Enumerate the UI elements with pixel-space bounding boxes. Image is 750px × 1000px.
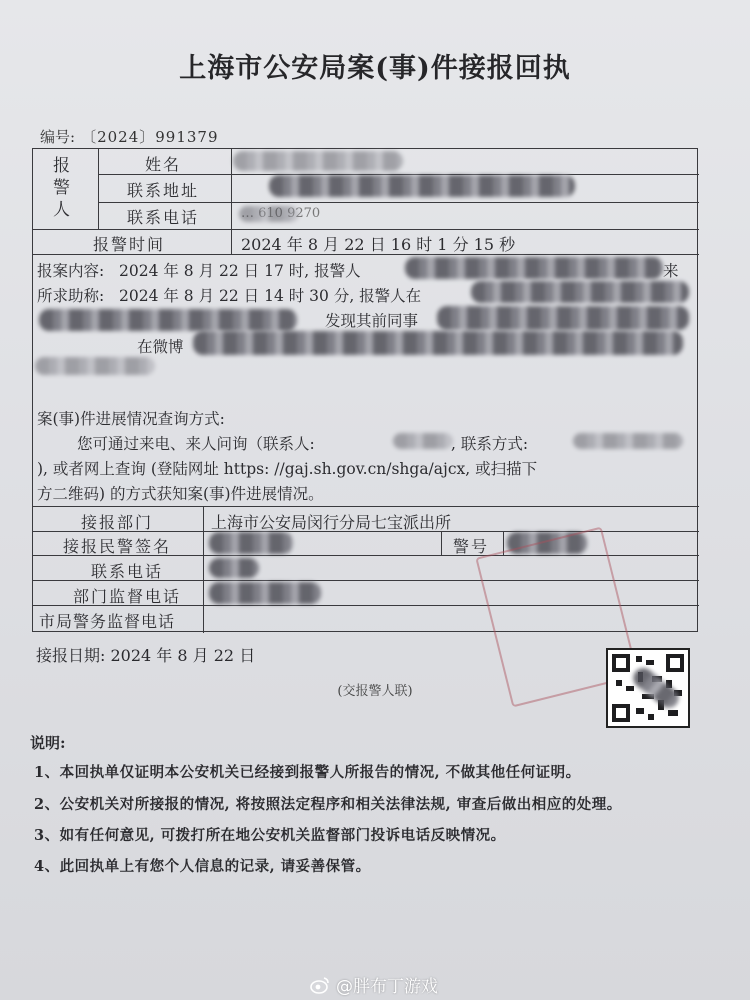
redacted-content-3b	[437, 306, 689, 330]
progress-line1b: , 联系方式:	[451, 435, 529, 453]
contact-phone-label: 联系电话	[91, 562, 164, 581]
redacted-supervision	[209, 582, 321, 604]
watermark-text: @胖布丁游戏	[336, 977, 438, 997]
watermark	[310, 972, 438, 997]
document-title: 上海市公安局案(事)件接报回执	[179, 53, 571, 84]
badge-label: 警号	[453, 537, 490, 556]
report-content-line1: 2024 年 8 月 22 日 17 时, 报警人	[119, 262, 361, 280]
report-content-line1-tail: 来	[663, 262, 679, 280]
officer-label: 接报民警签名	[63, 537, 172, 556]
redacted-signature	[209, 532, 293, 554]
report-time-value: 2024 年 8 月 22 日 16 时 1 分 15 秒	[241, 235, 516, 254]
progress-heading: 案(事)件进展情况查询方式:	[37, 410, 225, 428]
redacted-address	[269, 175, 575, 197]
serial-label: 编号:	[40, 128, 76, 146]
serial-value: 〔2024〕991379	[81, 128, 219, 146]
phone-label: 联系电话	[127, 208, 200, 227]
weibo-icon	[310, 976, 330, 994]
supervision-label: 部门监督电话	[73, 587, 182, 606]
redacted-content-1	[405, 257, 663, 279]
report-time-label: 报警时间	[93, 235, 166, 254]
redacted-contact-phone	[573, 433, 683, 449]
reporter-group-label	[53, 155, 70, 221]
receipt-date-label: 接报日期:	[36, 646, 106, 665]
notes-heading: 说明:	[30, 734, 66, 752]
city-supervision-label: 市局警务监督电话	[39, 612, 176, 631]
note-item-1: 1、本回执单仅证明本公安机关已经接到报警人所报告的情况, 不做其他任何证明。	[34, 764, 581, 781]
progress-line2: ), 或者网上查询 (登陆网址 https: //gaj.sh.gov.cn/shga/ajcx, 或扫描下	[37, 460, 538, 478]
qr-code[interactable]	[606, 648, 690, 728]
note-item-3: 3、如有任何意见, 可拨打所在地公安机关监督部门投诉电话反映情况。	[34, 827, 506, 844]
address-label: 联系地址	[127, 181, 200, 200]
report-content-label: 报案内容:	[37, 262, 105, 280]
copy-note: (交报警人联)	[337, 684, 413, 699]
redacted-content-5	[35, 357, 155, 375]
redacted-contact	[209, 558, 259, 578]
dept-value: 上海市公安局闵行分局七宝派出所	[211, 513, 452, 532]
redacted-name	[233, 151, 403, 171]
dept-label: 接报部门	[81, 513, 154, 532]
redacted-phone	[239, 206, 299, 222]
progress-line1a: 您可通过来电、来人问询（联系人:	[77, 435, 315, 453]
report-content-line2: 2024 年 8 月 22 日 14 时 30 分, 报警人在	[119, 287, 422, 305]
receipt-date-value: 2024 年 8 月 22 日	[110, 646, 256, 665]
note-item-2: 2、公安机关对所接报的情况, 将按照法定程序和相关法律法规, 审查后做出相应的处理。	[34, 796, 622, 813]
note-item-4: 4、此回执单上有您个人信息的记录, 请妥善保管。	[34, 858, 371, 875]
redacted-content-3a	[39, 309, 297, 331]
progress-line3: 方二维码) 的方式获知案(事)件进展情况。	[37, 485, 324, 503]
reporter-char-3: 人	[53, 200, 70, 220]
reporter-char-2: 警	[53, 178, 70, 198]
receipt-date	[36, 643, 255, 666]
phone-value-partial: … 610 9270	[241, 206, 321, 221]
help-label: 所求助称:	[37, 287, 105, 305]
serial-number	[40, 126, 219, 147]
redacted-content-4	[193, 331, 683, 355]
redacted-contact-person	[393, 433, 453, 449]
name-label: 姓名	[145, 155, 182, 174]
report-content-line4: 在微博	[137, 338, 184, 356]
redacted-content-2	[471, 281, 689, 303]
reporter-char-1: 报	[53, 156, 70, 176]
report-content-line3: 发现其前同事	[325, 312, 419, 330]
